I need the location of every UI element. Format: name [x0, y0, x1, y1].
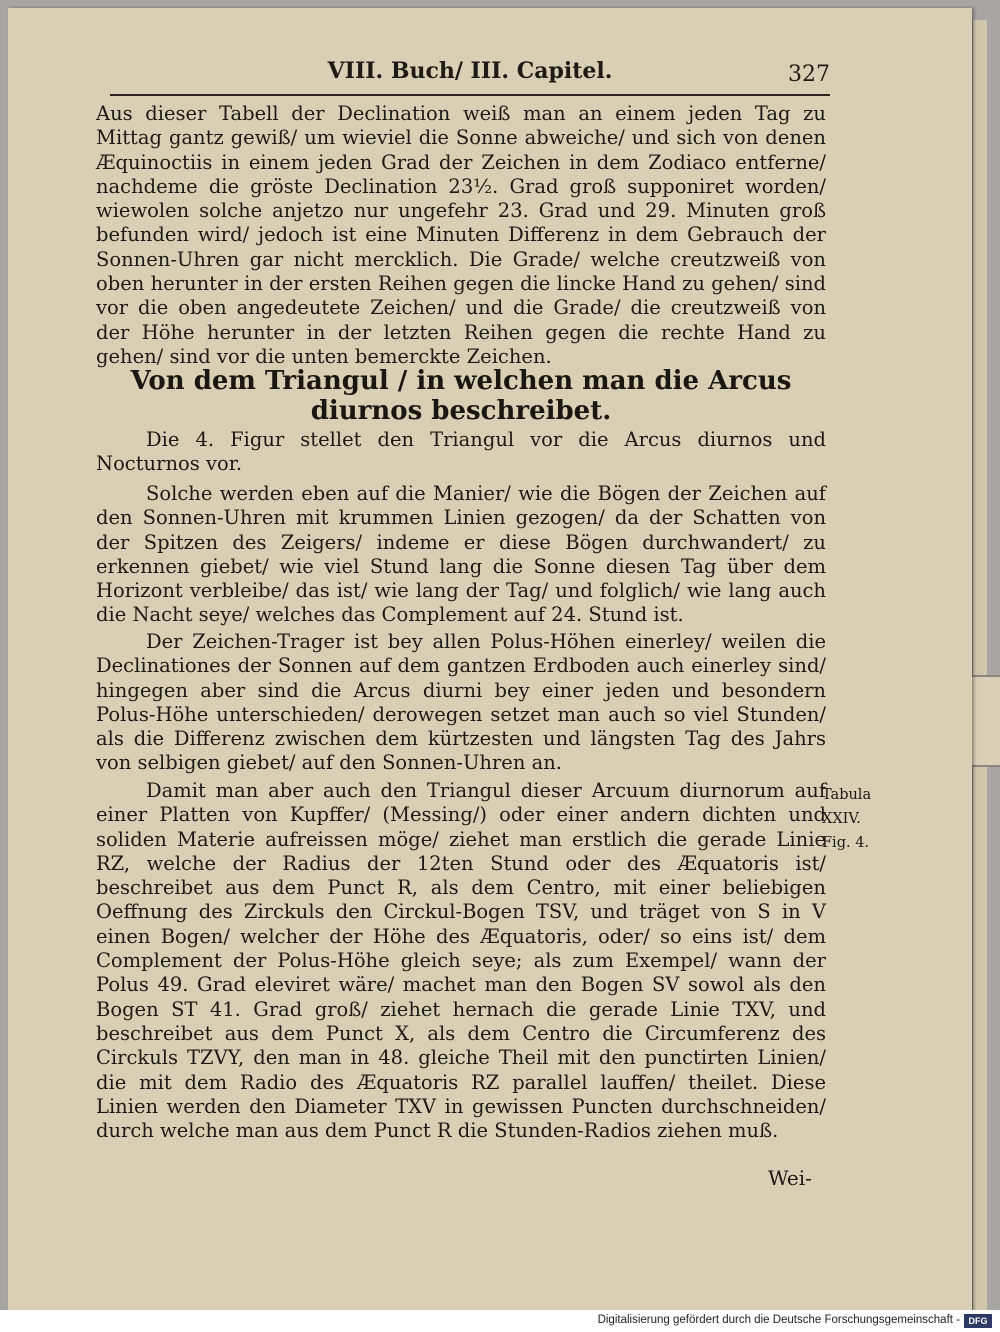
paragraph-figure: Die 4. Figur stellet den Triangul vor die Arcus diurnos und Nocturnos vor. — [96, 428, 826, 476]
footer-text: Digitalisierung gefördert durch die Deutsche Forschungsgemeinschaft - — [597, 1314, 960, 1326]
paragraph-zeichen-trager: Der Zeichen-Trager ist bey allen Polus-Höhen einerley/ weilen die Declinationes der Sonnen auf dem gantzen Erdboden auch einerley sind/ hingegen aber sind die Arcus diurni bey einer jeden und besondern Polus-Höhe unterschieden/ derowegen setzet man auch so viel Stunden/ als die Differenz zwischen dem kürtzesten und längsten Tag des Jahrs von selbigen giebet/ auf den Sonnen-Uhren an. — [96, 630, 826, 775]
dfg-logo-icon: DFG — [964, 1314, 992, 1328]
running-head — [110, 56, 830, 92]
margin-note — [822, 783, 882, 855]
paragraph-construction: Damit man aber auch den Triangul dieser Arcuum diurnorum auf einer Platten von Kupffer/ (Messing/) oder einer andern dichten und soliden Materie aufreissen möge/ ziehet man erstlich die gerade Linie RZ, welche der Radius der 12ten Stund oder des Æquatoris ist/ beschreibet aus dem Punct R, als dem Centro, mit einer beliebigen Oeffnung des Zirckuls den Circkul-Bogen TSV, und träget von S in V einen Bogen/ welcher der Höhe des Æquatoris, oder/ so eins ist/ dem Complement der Polus-Höhe gleich seye; als zum Exempel/ wann der Polus 49. Grad eleviret wäre/ machet man den Bogen SV sowol als den Bogen ST 41. Grad groß/ ziehet hernach die gerade Linie TXV, und beschreibet aus dem Punct X, als dem Centro die Circumferenz des Circkuls TZVY, den man in 48. gleiche Theil mit den punctirten Linien/ die mit dem Radio des Æquatoris RZ parallel lauffen/ theilet. Diese Linien werden den Diameter TXV in gewissen Puncten durchschneiden/ durch welche man aus dem Punct R die Stunden-Radios ziehen muß. — [96, 779, 826, 1143]
page-number: 327 — [788, 62, 830, 87]
margin-note-line: Tabula — [822, 787, 872, 803]
page-edge — [972, 20, 987, 1310]
header-rule — [110, 94, 830, 96]
section-heading: Von dem Triangul / in welchen man die Arcus diurnos beschreibet. — [130, 366, 792, 426]
running-head-title: VIII. Buch/ III. Capitel. — [327, 58, 613, 84]
paragraph-declination: Aus dieser Tabell der Declination weiß man an einem jeden Tag zu Mittag gantz gewiß/ um wieviel die Sonne abweiche/ und sich von denen Æquinoctiis in einem jeden Grad der Zeichen in dem Zodiaco entferne/ nachdeme die gröste Declination 23½. Grad groß supponiret worden/ wiewolen solche anjetzo nur ungefehr 23. Grad und 29. Minuten groß befunden wird/ jedoch ist eine Minuten Differenz in dem Gebrauch der Sonnen-Uhren gar nicht mercklich. Die Grade/ welche creutzweiß von oben herunter in der ersten Reihen gegen die lincke Hand zu gehen/ sind vor die oben angedeutete Zeichen/ und die Grade/ die creutzweiß von der Höhe herunter in der letzten Reihen gegen die rechte Hand zu gehen/ sind vor die unten bemerckte Zeichen. — [96, 102, 826, 368]
footer-bar — [0, 1312, 1000, 1332]
paragraph-bogen: Solche werden eben auf die Manier/ wie die Bögen der Zeichen auf den Sonnen-Uhren mit krummen Linien gezogen/ da der Schatten von der Spitzen des Zeigers/ indeme er diese Bögen durchwandert/ zu erkennen giebet/ wie viel Stund lang die Sonne diesen Tag über dem Horizont verbleibe/ das ist/ wie lang der Tag/ und folglich/ wie lang auch die Nacht seye/ welches das Complement auf 24. Stund ist. — [96, 482, 826, 627]
margin-note-line: XXIV. — [822, 811, 861, 827]
catchword: Wei- — [768, 1166, 812, 1190]
margin-note-line: Fig. 4. — [822, 835, 870, 851]
